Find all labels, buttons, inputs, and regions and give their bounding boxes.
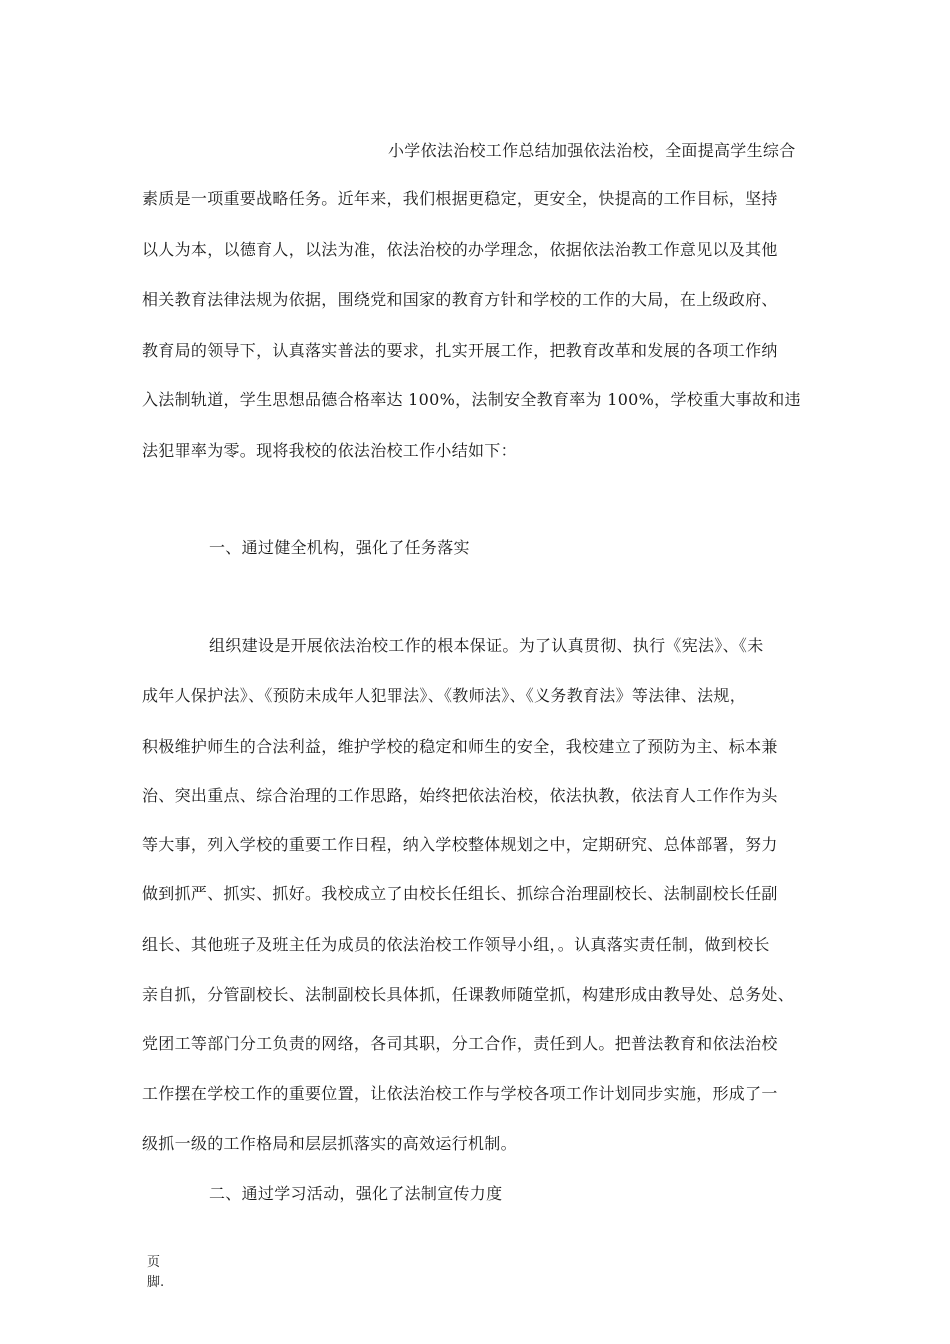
section1-line-10: 工作摆在学校工作的重要位置，让依法治校工作与学校各项工作计划同步实施，形成了一	[142, 1084, 778, 1103]
section1-line-2: 成年人保护法》、《预防未成年人犯罪法》、《教师法》、《义务教育法》等法律、法规，	[142, 686, 747, 705]
intro-line-7: 法犯罪率为零。现将我校的依法治校工作小结如下：	[142, 441, 517, 460]
section1-line-3: 积极维护师生的合法利益，维护学校的稳定和师生的安全，我校建立了预防为主、标本兼	[142, 737, 778, 756]
section-heading-2: 二、通过学习活动，强化了法制宣传力度	[209, 1184, 503, 1203]
footer-line-1: 页	[147, 1255, 161, 1270]
section1-line-6: 做到抓严、抓实、抓好。我校成立了由校长任组长、抓综合治理副校长、法制副校长任副	[142, 884, 778, 903]
intro-line-4: 相关教育法律法规为依据，围绕党和国家的教育方针和学校的工作的大局，在上级政府、	[142, 290, 778, 309]
intro-line-2: 素质是一项重要战略任务。近年来，我们根据更稳定，更安全，快提高的工作目标，坚持	[142, 189, 778, 208]
footer-line-2: 脚.	[147, 1275, 165, 1290]
intro-line-3: 以人为本，以德育人，以法为准，依法治校的办学理念，依据依法治教工作意见以及其他	[142, 240, 778, 259]
section1-line-1: 组织建设是开展依法治校工作的根本保证。为了认真贯彻、执行《宪法》、《未	[209, 636, 764, 655]
section1-line-8: 亲自抓，分管副校长、法制副校长具体抓，任课教师随堂抓，构建形成由教导处、总务处、	[142, 985, 795, 1004]
section-heading-1: 一、通过健全机构，强化了任务落实	[209, 538, 470, 557]
section1-line-4: 治、突出重点、综合治理的工作思路，始终把依法治校，依法执教，依法育人工作作为头	[142, 786, 778, 805]
page-footer	[147, 1253, 164, 1293]
section1-line-11: 级抓一级的工作格局和层层抓落实的高效运行机制。	[142, 1134, 517, 1153]
section1-line-5: 等大事，列入学校的重要工作日程，纳入学校整体规划之中，定期研究、总体部署，努力	[142, 835, 778, 854]
section1-line-7: 组长、其他班子及班主任为成员的依法治校工作领导小组，。认真落实责任制，做到校长	[142, 935, 770, 954]
section1-line-9: 党团工等部门分工负责的网络，各司其职，分工合作，责任到人。把普法教育和依法治校	[142, 1034, 778, 1053]
intro-line-1: 小学依法治校工作总结加强依法治校，全面提高学生综合	[388, 141, 796, 160]
intro-line-6: 入法制轨道，学生思想品德合格率达 100%，法制安全教育率为 100%，学校重大事故和违	[142, 390, 801, 409]
intro-line-5: 教育局的领导下，认真落实普法的要求，扎实开展工作，把教育改革和发展的各项工作纳	[142, 341, 778, 360]
